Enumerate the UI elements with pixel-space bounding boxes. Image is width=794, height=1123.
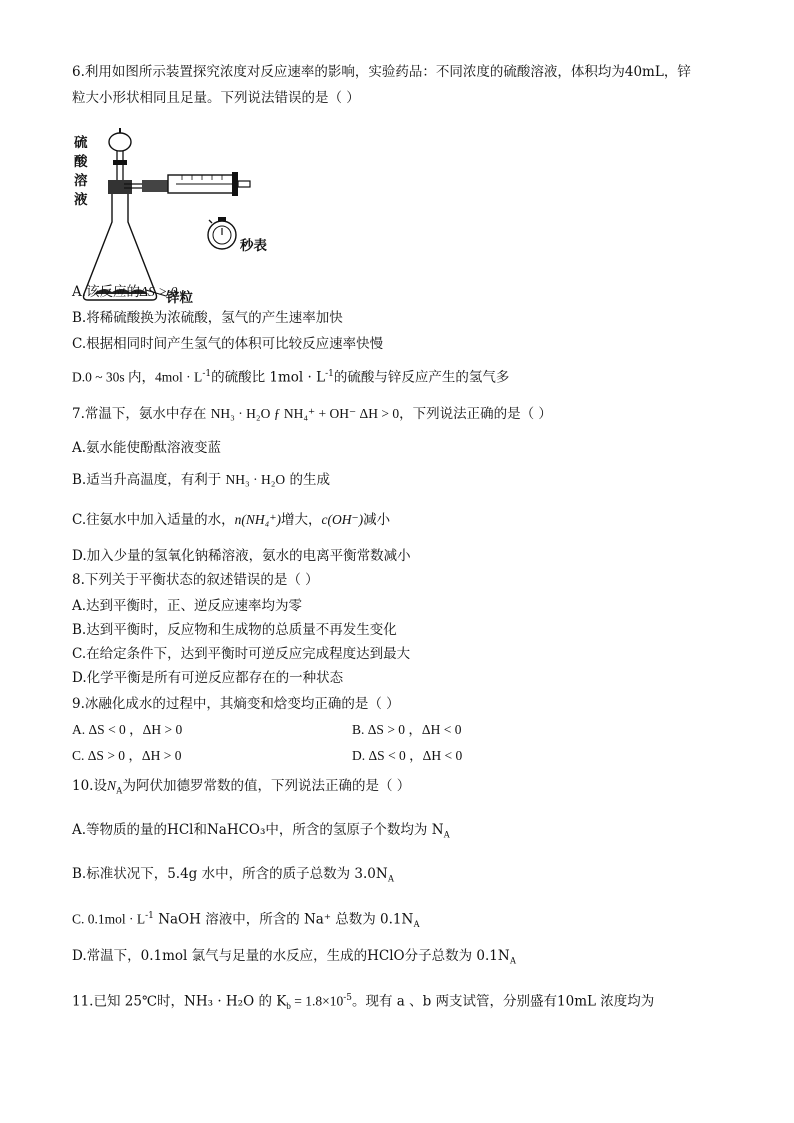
q8-stem: 8.下列关于平衡状态的叙述错误的是（ ） xyxy=(72,572,319,588)
q6-stem-line2: 粒大小形状相同且足量。下列说法错误的是（ ） xyxy=(72,90,360,106)
flask-stopper xyxy=(108,180,132,194)
q8-option-a: A.达到平衡时，正、逆反应速率均为零 xyxy=(72,598,303,614)
q6-option-a: A.该反应的ΔS > 0 xyxy=(72,284,178,300)
q9-option-b: B. ΔS > 0 ，ΔH < 0 xyxy=(352,722,462,737)
acid-solution-label: 硫酸溶液 xyxy=(74,135,88,208)
q10-option-c: C. $0.1mol \cdot L^{-1}$ NaOH 溶液中，所含的 Na⁺ 总数为 $0.1N_A$ xyxy=(72,911,420,930)
q9-option-c: C. ΔS > 0 ，ΔH > 0 xyxy=(72,748,182,763)
q11-stem: 11.已知 25℃时，NH₃ · H₂O 的 $K_b = 1.8\times 10^{-5}$。现有 a 、b 两支试管，分别盛有10mL 浓度均为 xyxy=(72,993,655,1012)
syringe-plunger-head xyxy=(232,172,238,196)
funnel-tap xyxy=(113,160,127,165)
zinc-label: 锌粒 xyxy=(166,290,193,306)
q9-option-a: A. ΔS < 0 ，ΔH > 0 xyxy=(72,722,183,737)
q10-option-d: D.常温下，0.1mol 氯气与足量的水反应，生成的HClO分子总数为 $0.1N_A$ xyxy=(72,948,517,966)
q6-option-d: D.0 ~ 30s 内，$4mol \cdot L^{-1}$的硫酸比 $1mol \cdot L^{-1}$的硫酸与锌反应产生的氢气多 xyxy=(72,369,510,386)
q8-option-b: B.达到平衡时，反应物和生成物的总质量不再发生变化 xyxy=(72,622,397,638)
q8-option-c: C.在给定条件下，达到平衡时可逆反应完成程度达到最大 xyxy=(72,646,411,662)
q10-option-b: B.标准状况下，5.4g 水中，所含的质子总数为 $3.0N_A$ xyxy=(72,866,395,884)
funnel-bulb xyxy=(109,133,131,151)
q7-option-a: A.氨水能使酚酞溶液变蓝 xyxy=(72,440,222,456)
q7-option-c: C.往氨水中加入适量的水，n(NH₄⁺)增大，c(OH⁻)减小 xyxy=(72,512,391,528)
q8-option-d: D.化学平衡是所有可逆反应都存在的一种状态 xyxy=(72,670,344,686)
q10-stem: 10.设$N_A$为阿伏加德罗常数的值，下列说法正确的是（ ） xyxy=(72,778,411,796)
q7-option-b: B.适当升高温度，有利于 NH₃ · H₂O 的生成 xyxy=(72,472,330,488)
q6-option-b: B.将稀硫酸换为浓硫酸，氢气的产生速率加快 xyxy=(72,310,343,326)
q10-option-a: A.等物质的量的HCl和NaHCO₃中，所含的氢原子个数均为 $N_A$ xyxy=(72,822,451,840)
syringe-plunger xyxy=(238,181,250,187)
q7-stem: 7.常温下，氨水中存在 NH₃ · H₂O ƒ NH₄⁺ + OH⁻ ΔH > 0，下列说法正确的是（ ） xyxy=(72,406,552,422)
q6-option-c: C.根据相同时间产生氢气的体积可比较反应速率快慢 xyxy=(72,336,384,352)
rubber-tube xyxy=(142,180,168,192)
q9-stem: 9.冰融化成水的过程中，其熵变和焓变均正确的是（ ） xyxy=(72,696,400,712)
stopwatch-label: 秒表 xyxy=(240,238,267,254)
q6-stem-line1: 6.利用如图所示装置探究浓度对反应速率的影响，实验药品：不同浓度的硫酸溶液，体积均为40mL，锌 xyxy=(72,64,691,80)
q7-option-d: D.加入少量的氢氧化钠稀溶液，氨水的电离平衡常数减小 xyxy=(72,548,411,564)
q9-option-d: D. ΔS < 0 ，ΔH < 0 xyxy=(352,748,463,763)
